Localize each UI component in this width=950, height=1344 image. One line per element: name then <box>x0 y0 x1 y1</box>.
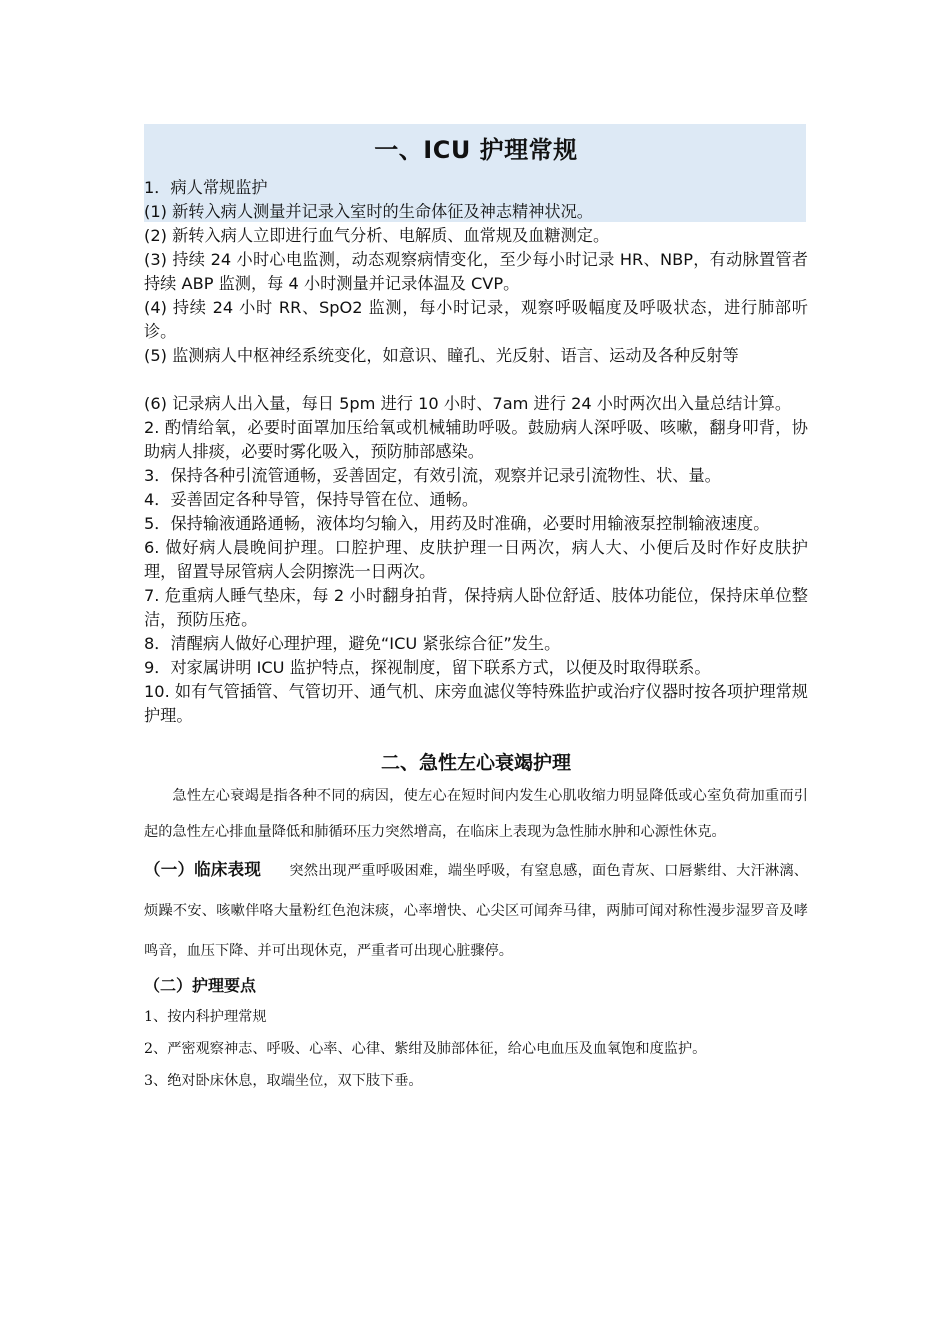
clinical-text: 突然出现严重呼吸困难，端坐呼吸，有窒息感，面色青灰、口唇紫绀、大汗淋漓、烦躁不安、咳嗽伴咯大量粉红色泡沫痰，心率增快、心尖区可闻奔马律，两肺可闻对称性漫步湿罗音及哮鸣音，血压下降、并可出现休克，严重者可出现心脏骤停。 <box>144 863 808 959</box>
list-item: 6. 做好病人晨晚间护理。口腔护理、皮肤护理一日两次，病人大、小便后及时作好皮肤护理，留置导尿管病人会阴擦洗一日两次。 <box>144 538 808 581</box>
list-item: 1．病人常规监护 <box>144 178 268 197</box>
list-item: 1、按内科护理常规 <box>144 1009 267 1025</box>
list-item: (1) 新转入病人测量并记录入室时的生命体征及神志精神状况。 <box>144 202 593 221</box>
blank-line <box>144 368 808 392</box>
list-item: 2、严密观察神志、呼吸、心率、心律、紫绀及肺部体征，给心电血压及血氧饱和度监护。 <box>144 1041 707 1057</box>
list-item: 5．保持输液通路通畅，液体均匀输入，用药及时准确，必要时用输液泵控制输液速度。 <box>144 514 770 533</box>
section-1-title: 一、ICU 护理常规 <box>374 136 578 164</box>
list-item: 8．清醒病人做好心理护理，避免“ICU 紧张综合征”发生。 <box>144 634 561 653</box>
list-item: 3．保持各种引流管通畅，妥善固定，有效引流，观察并记录引流物性、状、量。 <box>144 466 721 485</box>
section-2-title: 二、急性左心衰竭护理 <box>380 752 571 774</box>
document-page <box>144 124 808 1097</box>
list-item: (3) 持续 24 小时心电监测，动态观察病情变化，至少每小时记录 HR、NBP，有动脉置管者持续 ABP 监测，每 4 小时测量并记录体温及 CVP。 <box>144 250 808 293</box>
list-item: (6) 记录病人出入量，每日 5pm 进行 10 小时、7am 进行 24 小时两次出入量总结计算。 <box>144 394 792 413</box>
clinical-paragraph <box>144 850 808 971</box>
intro-paragraph: 急性左心衰竭是指各种不同的病因，使左心在短时间内发生心肌收缩力明显降低或心室负荷加重而引起的急性左心排血量降低和肺循环压力突然增高，在临床上表现为急性肺水肿和心源性休克。 <box>144 788 808 840</box>
clinical-manifestation <box>144 850 808 971</box>
list-item: 3、绝对卧床休息，取端坐位，双下肢下垂。 <box>144 1073 423 1089</box>
care-heading: （二）护理要点 <box>144 976 257 995</box>
list-item: (4) 持续 24 小时 RR、SpO2 监测，每小时记录，观察呼吸幅度及呼吸状态，进行肺部听诊。 <box>144 298 808 341</box>
list-item: 2. 酌情给氧，必要时面罩加压给氧或机械辅助呼吸。鼓励病人深呼吸、咳嗽，翻身叩背，协助病人排痰，必要时雾化吸入，预防肺部感染。 <box>144 418 808 461</box>
clinical-heading: （一）临床表现 <box>144 860 262 879</box>
list-item: (2) 新转入病人立即进行血气分析、电解质、血常规及血糖测定。 <box>144 226 610 245</box>
section-1-body <box>144 176 808 728</box>
list-item: 7. 危重病人睡气垫床，每 2 小时翻身拍背，保持病人卧位舒适、肢体功能位，保持床单位整洁，预防压疮。 <box>144 586 808 629</box>
list-item: 9．对家属讲明 ICU 监护特点，探视制度，留下联系方式，以便及时取得联系。 <box>144 658 711 677</box>
care-list <box>144 1001 808 1097</box>
section-2-intro <box>144 778 808 850</box>
list-item: 10. 如有气管插管、气管切开、通气机、床旁血滤仪等特殊监护或治疗仪器时按各项护理常规护理。 <box>144 682 808 725</box>
list-item: 4．妥善固定各种导管，保持导管在位、通畅。 <box>144 490 479 509</box>
list-item: (5) 监测病人中枢神经系统变化，如意识、瞳孔、光反射、语言、运动及各种反射等 <box>144 346 739 365</box>
